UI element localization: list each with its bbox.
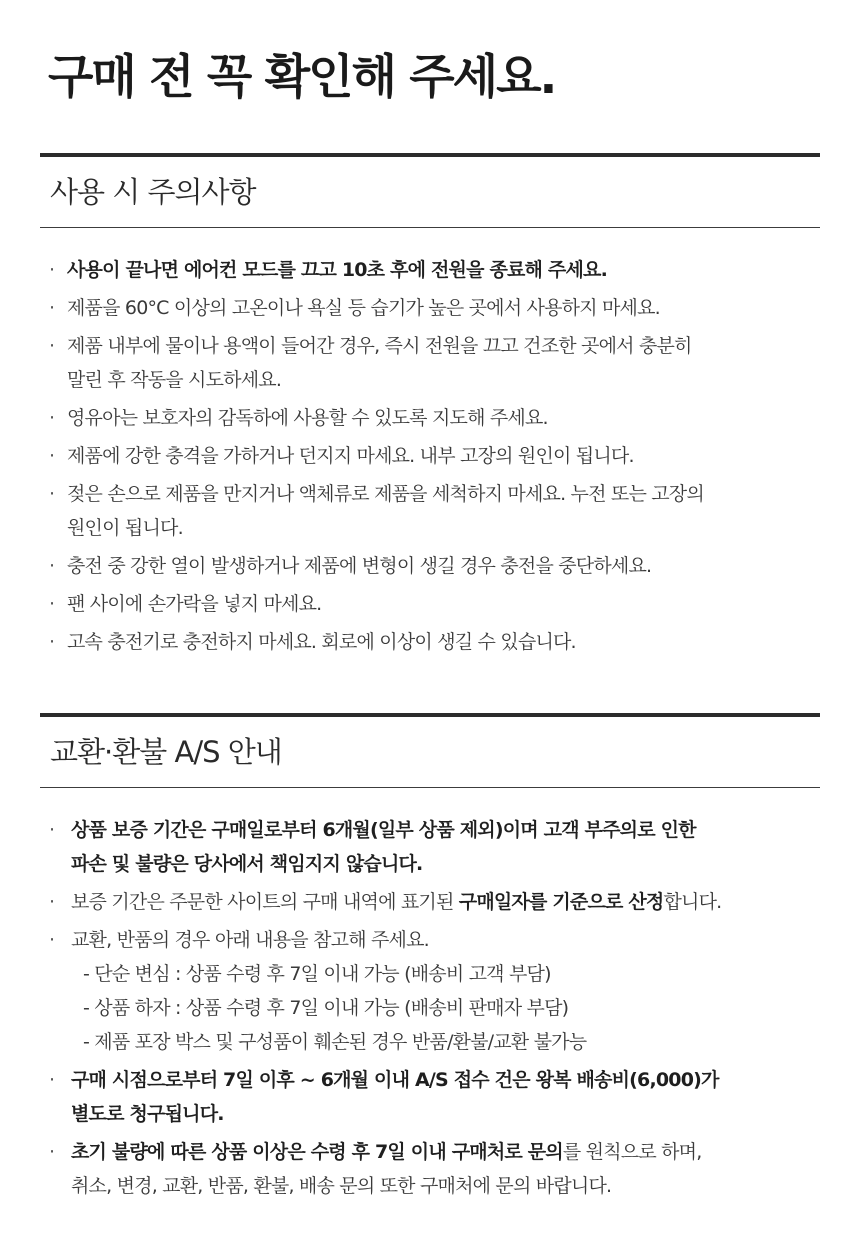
- bullet: ·: [49, 407, 55, 429]
- item-text: 구매 시점으로부터 7일 이후 ~ 6개월 이내 A/S 접수 건은 왕복 배송비(6,000)가: [71, 1069, 719, 1091]
- bullet: ·: [49, 1069, 55, 1091]
- bullet: ·: [49, 483, 55, 505]
- sub-item: - 제품 포장 박스 및 구성품이 훼손된 경우 반품/환불/교환 불가능: [83, 1031, 587, 1053]
- item-text: 상품 보증 기간은 구매일로부터 6개월(일부 상품 제외)이며 고객 부주의로 인한: [71, 819, 696, 841]
- list-item: [49, 329, 820, 397]
- bullet: ·: [49, 335, 55, 357]
- bullet: ·: [49, 891, 55, 913]
- usage-caution-list: [40, 253, 820, 659]
- item-text-bold: 초기 불량에 따른 상품 이상은 수령 후 7일 이내 구매처로 문의: [71, 1141, 563, 1163]
- item-text: 영유아는 보호자의 감독하에 사용할 수 있도록 지도해 주세요.: [67, 407, 548, 429]
- item-text: 제품에 강한 충격을 가하거나 던지지 마세요. 내부 고장의 원인이 됩니다.: [67, 445, 634, 467]
- item-text: [71, 885, 820, 919]
- item-text-cont: 취소, 변경, 교환, 반품, 환불, 배송 문의 또한 구매처에 문의 바랍니다.: [71, 1175, 612, 1197]
- exchange-refund-heading: 교환·환불 A/S 안내: [50, 735, 282, 769]
- list-item: [49, 885, 820, 919]
- section-divider: [40, 787, 820, 788]
- item-text-cont: 별도로 청구됩니다.: [71, 1103, 224, 1125]
- exchange-refund-list: [40, 813, 820, 1203]
- bullet: ·: [49, 297, 55, 319]
- bullet: ·: [49, 631, 55, 653]
- sub-item: - 단순 변심 : 상품 수령 후 7일 이내 가능 (배송비 고객 부담): [83, 963, 551, 985]
- item-text: 팬 사이에 손가락을 넣지 마세요.: [67, 593, 322, 615]
- list-item: [49, 625, 820, 659]
- bullet: ·: [49, 929, 55, 951]
- usage-caution-heading: 사용 시 주의사항: [50, 175, 256, 209]
- item-text-cont: 말린 후 작동을 시도하세요.: [67, 369, 282, 391]
- bullet: ·: [49, 555, 55, 577]
- item-text: 고속 충전기로 충전하지 마세요. 회로에 이상이 생길 수 있습니다.: [67, 631, 576, 653]
- list-item: [49, 813, 820, 881]
- item-text-bold: 구매일자를 기준으로 산정: [458, 891, 664, 913]
- item-text-pre: 보증 기간은 주문한 사이트의 구매 내역에 표기된: [71, 891, 459, 913]
- list-item: [49, 439, 820, 473]
- list-item: [49, 1063, 820, 1131]
- list-item: [49, 923, 820, 1059]
- list-item: [49, 291, 820, 325]
- bullet: ·: [49, 259, 55, 281]
- item-text-post: 를 원칙으로 하며,: [562, 1141, 702, 1163]
- item-text-cont: 원인이 됩니다.: [67, 517, 183, 539]
- list-item: [49, 549, 820, 583]
- list-item: [49, 477, 820, 545]
- item-text: 젖은 손으로 제품을 만지거나 액체류로 제품을 세척하지 마세요. 누전 또는 고장의: [67, 483, 704, 505]
- item-text: 교환, 반품의 경우 아래 내용을 참고해 주세요.: [71, 929, 429, 951]
- item-text: [71, 1135, 820, 1169]
- item-text-post: 합니다.: [663, 891, 722, 913]
- section-divider: [40, 227, 820, 228]
- list-item: [49, 1135, 820, 1203]
- exchange-refund-section: [40, 713, 820, 1207]
- item-text: 사용이 끝나면 에어컨 모드를 끄고 10초 후에 전원을 종료해 주세요.: [67, 259, 607, 281]
- item-text: 제품을 60°C 이상의 고온이나 욕실 등 습기가 높은 곳에서 사용하지 마세요.: [67, 297, 660, 319]
- bullet: ·: [49, 593, 55, 615]
- sub-item: - 상품 하자 : 상품 수령 후 7일 이내 가능 (배송비 판매자 부담): [83, 997, 569, 1019]
- usage-caution-section: [40, 153, 820, 663]
- list-item: [49, 587, 820, 621]
- item-text: 제품 내부에 물이나 용액이 들어간 경우, 즉시 전원을 끄고 건조한 곳에서 충분히: [67, 335, 692, 357]
- list-item: [49, 253, 820, 287]
- bullet: ·: [49, 819, 55, 841]
- bullet: ·: [49, 445, 55, 467]
- item-text-cont: 파손 및 불량은 당사에서 책임지지 않습니다.: [71, 853, 423, 875]
- page-title: 구매 전 꼭 확인해 주세요.: [48, 50, 556, 105]
- item-text: 충전 중 강한 열이 발생하거나 제품에 변형이 생길 경우 충전을 중단하세요.: [67, 555, 652, 577]
- list-item: [49, 401, 820, 435]
- bullet: ·: [49, 1141, 55, 1163]
